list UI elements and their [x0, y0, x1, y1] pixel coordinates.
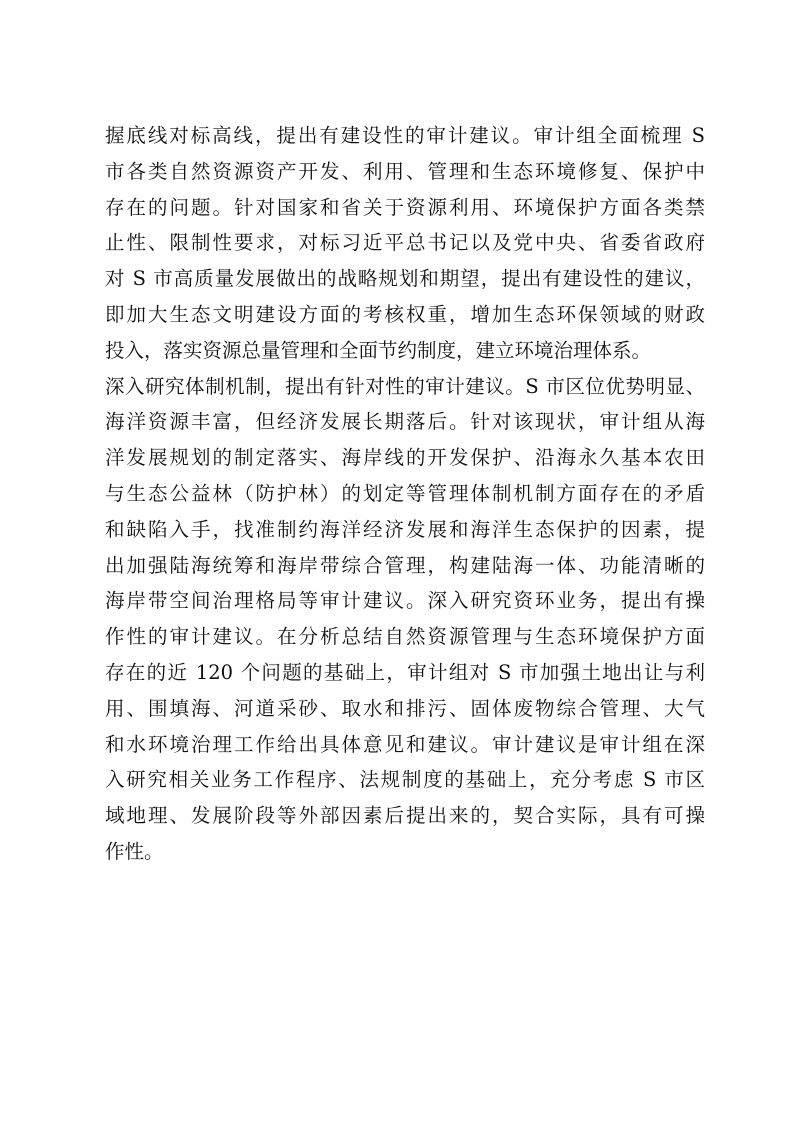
text-line: 止性、限制性要求，对标习近平总书记以及党中央、省委省政府 — [105, 231, 705, 255]
text-line: 对 S 市高质量发展做出的战略规划和期望，提出有建设性的建议， — [105, 267, 705, 291]
text-line: 市各类自然资源资产开发、利用、管理和生态环境修复、保护中 — [105, 159, 705, 183]
text-line: 作性的审计建议。在分析总结自然资源管理与生态环境保护方面 — [105, 625, 705, 649]
text-line: 海岸带空间治理格局等审计建议。深入研究资环业务，提出有操 — [105, 589, 705, 613]
text-line: 海洋资源丰富，但经济发展长期落后。针对该现状，审计组从海 — [105, 410, 705, 434]
text-line: 握底线对标高线，提出有建设性的审计建议。审计组全面梳理 S — [105, 124, 705, 147]
text-line: 入研究相关业务工作程序、法规制度的基础上，充分考虑 S 市区 — [105, 768, 705, 792]
text-line: 即加大生态文明建设方面的考核权重，增加生态环保领域的财政 — [105, 302, 705, 326]
text-line: 作性。 — [105, 839, 164, 863]
text-line: 存在的近 120 个问题的基础上，审计组对 S 市加强土地出让与利 — [105, 660, 705, 684]
text-line: 和水环境治理工作给出具体意见和建议。审计建议是审计组在深 — [105, 732, 705, 756]
text-line: 出加强陆海统筹和海岸带综合管理，构建陆海一体、功能清晰的 — [105, 553, 705, 577]
text-line: 投入，落实资源总量管理和全面节约制度，建立环境治理体系。 — [105, 338, 652, 362]
text-line: 存在的问题。针对国家和省关于资源利用、环境保护方面各类禁 — [105, 195, 705, 219]
body-paragraph — [105, 118, 705, 870]
text-line: 洋发展规划的制定落实、海岸线的开发保护、沿海永久基本农田 — [105, 446, 705, 470]
text-line: 和缺陷入手，找准制约海洋经济发展和海洋生态保护的因素，提 — [105, 517, 705, 541]
text-line: 深入研究体制机制，提出有针对性的审计建议。S 市区位优势明显、 — [105, 374, 705, 398]
text-line: 域地理、发展阶段等外部因素后提出来的，契合实际，具有可操 — [105, 804, 705, 828]
text-line: 与生态公益林（防护林）的划定等管理体制机制方面存在的矛盾 — [105, 481, 705, 505]
text-line: 用、围填海、河道采砂、取水和排污、固体废物综合管理、大气 — [105, 696, 705, 720]
